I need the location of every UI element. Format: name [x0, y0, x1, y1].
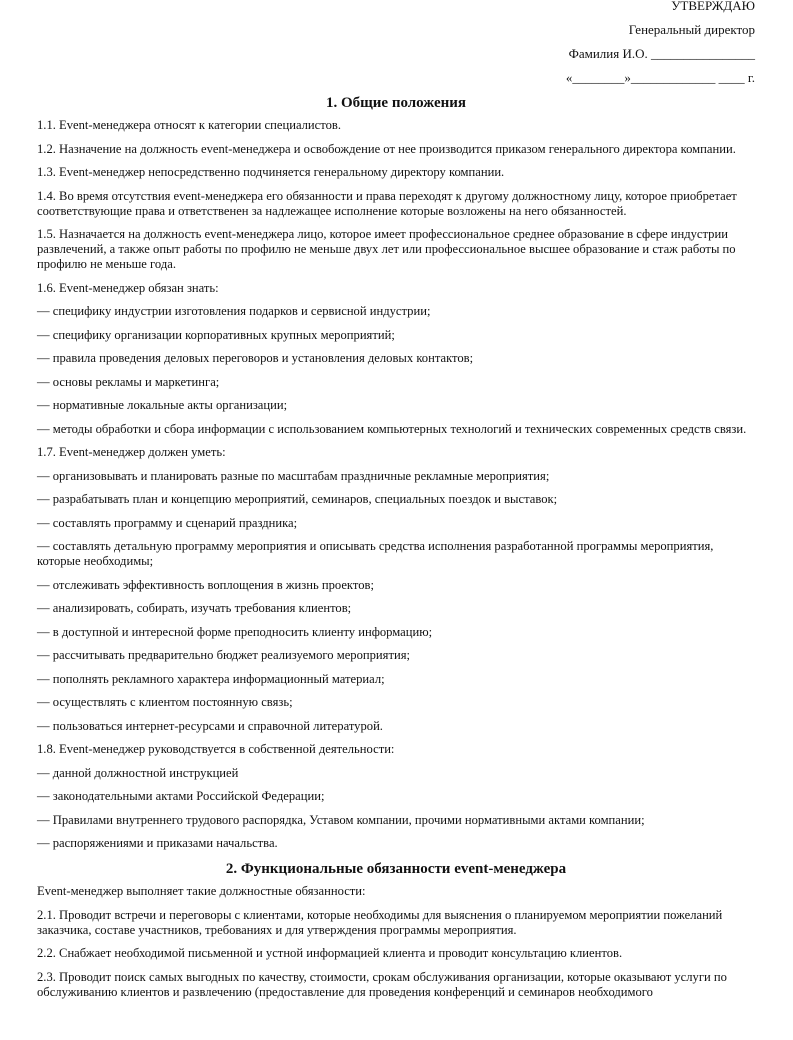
- paragraph: — распоряжениями и приказами начальства.: [37, 836, 278, 850]
- approval-title: УТВЕРЖДАЮ: [671, 0, 755, 13]
- paragraph: Event-менеджер выполняет такие должностные обязанности:: [37, 884, 366, 898]
- paragraph: 2.3. Проводит поиск самых выгодных по качеству, стоимости, срокам обслуживания организации, которые оказывают услуги по обслуживанию клиентов и развлечению (предоставление для проведения конференций и семинаров необходимого: [37, 969, 727, 999]
- document-body: [37, 94, 755, 1008]
- paragraph: — методы обработки и сбора информации с использованием компьютерных технологий и технических современных средств связи.: [37, 421, 747, 436]
- section-1-body: [37, 118, 755, 851]
- paragraph: — разрабатывать план и концепцию мероприятий, семинаров, специальных поездок и выставок;: [37, 492, 558, 506]
- paragraph: 1.5. Назначается на должность event-менеджера лицо, которое имеет профессиональное среднее образование в сфере индустрии развлечений, а также опыт работы по профилю не меньше двух лет или профессиональное высшее образование и стаж работы по профилю не меньше года.: [37, 227, 736, 271]
- section-2-body: [37, 884, 755, 1000]
- paragraph: — данной должностной инструкцией: [37, 765, 239, 780]
- paragraph: — рассчитывать предварительно бюджет реализуемого мероприятия;: [37, 648, 410, 662]
- paragraph: — законодательными актами Российской Федерации;: [37, 789, 325, 803]
- approval-position: Генеральный директор: [628, 22, 755, 37]
- paragraph: — нормативные локальные акты организации;: [37, 398, 288, 412]
- paragraph: 2.2. Снабжает необходимой письменной и устной информацией клиента и проводит консультацию клиентов.: [37, 946, 623, 960]
- paragraph: — пользоваться интернет-ресурсами и справочной литературой.: [37, 718, 383, 733]
- paragraph: — пополнять рекламного характера информационный материал;: [37, 671, 385, 686]
- paragraph: — анализировать, собирать, изучать требования клиентов;: [37, 601, 352, 615]
- approval-block: [566, 0, 755, 90]
- paragraph: — основы рекламы и маркетинга;: [37, 374, 220, 389]
- paragraph: — Правилами внутреннего трудового распорядка, Уставом компании, прочими нормативными актами компании;: [37, 812, 645, 827]
- paragraph: 1.4. Во время отсутствия event-менеджера его обязанности и права переходят к другому должностному лицу, которое приобретает соответствующие права и ответственен за надлежащее исполнение которые возложены на него обязанностей.: [37, 188, 737, 218]
- paragraph: 1.6. Event-менеджер обязан знать:: [37, 280, 219, 295]
- paragraph: 1.2. Назначение на должность event-менеджера и освобождение от нее производится приказом генерального директора компании.: [37, 141, 736, 156]
- paragraph: 1.7. Event-менеджер должен уметь:: [37, 445, 226, 459]
- approval-name-line: Фамилия И.О. ________________: [568, 46, 755, 61]
- section-1-heading: 1. Общие положения: [325, 95, 467, 111]
- paragraph: 1.8. Event-менеджер руководствуется в собственной деятельности:: [37, 742, 395, 756]
- paragraph: — в доступной и интересной форме преподносить клиенту информацию;: [37, 624, 433, 639]
- paragraph: — специфику индустрии изготовления подарков и сервисной индустрии;: [37, 304, 431, 318]
- paragraph: — составлять программу и сценарий праздника;: [37, 515, 298, 530]
- section-2-heading: 2. Функциональные обязанности event-менеджера: [225, 861, 567, 877]
- paragraph: — правила проведения деловых переговоров и установления деловых контактов;: [37, 351, 474, 365]
- paragraph: — специфику организации корпоративных крупных мероприятий;: [37, 327, 395, 342]
- paragraph: — отслеживать эффективность воплощения в жизнь проектов;: [37, 577, 374, 592]
- paragraph: 1.1. Event-менеджера относят к категории специалистов.: [37, 118, 341, 132]
- approval-date-line: «________»_____________ ____ г.: [565, 70, 755, 85]
- paragraph: 2.1. Проводит встречи и переговоры с клиентами, которые необходимы для выяснения о планируемом мероприятии пожеланий заказчика, составе участников, требованиях и для утверждения программы мероприятия.: [37, 907, 723, 937]
- paragraph: — осуществлять с клиентом постоянную связь;: [37, 695, 293, 709]
- paragraph: 1.3. Event-менеджер непосредственно подчиняется генеральному директору компании.: [37, 165, 505, 179]
- paragraph: — организовывать и планировать разные по масштабам праздничные рекламные мероприятия;: [37, 468, 550, 483]
- paragraph: — составлять детальную программу мероприятия и описывать средства исполнения разработанной программы мероприятия, которые необходимы;: [37, 539, 714, 568]
